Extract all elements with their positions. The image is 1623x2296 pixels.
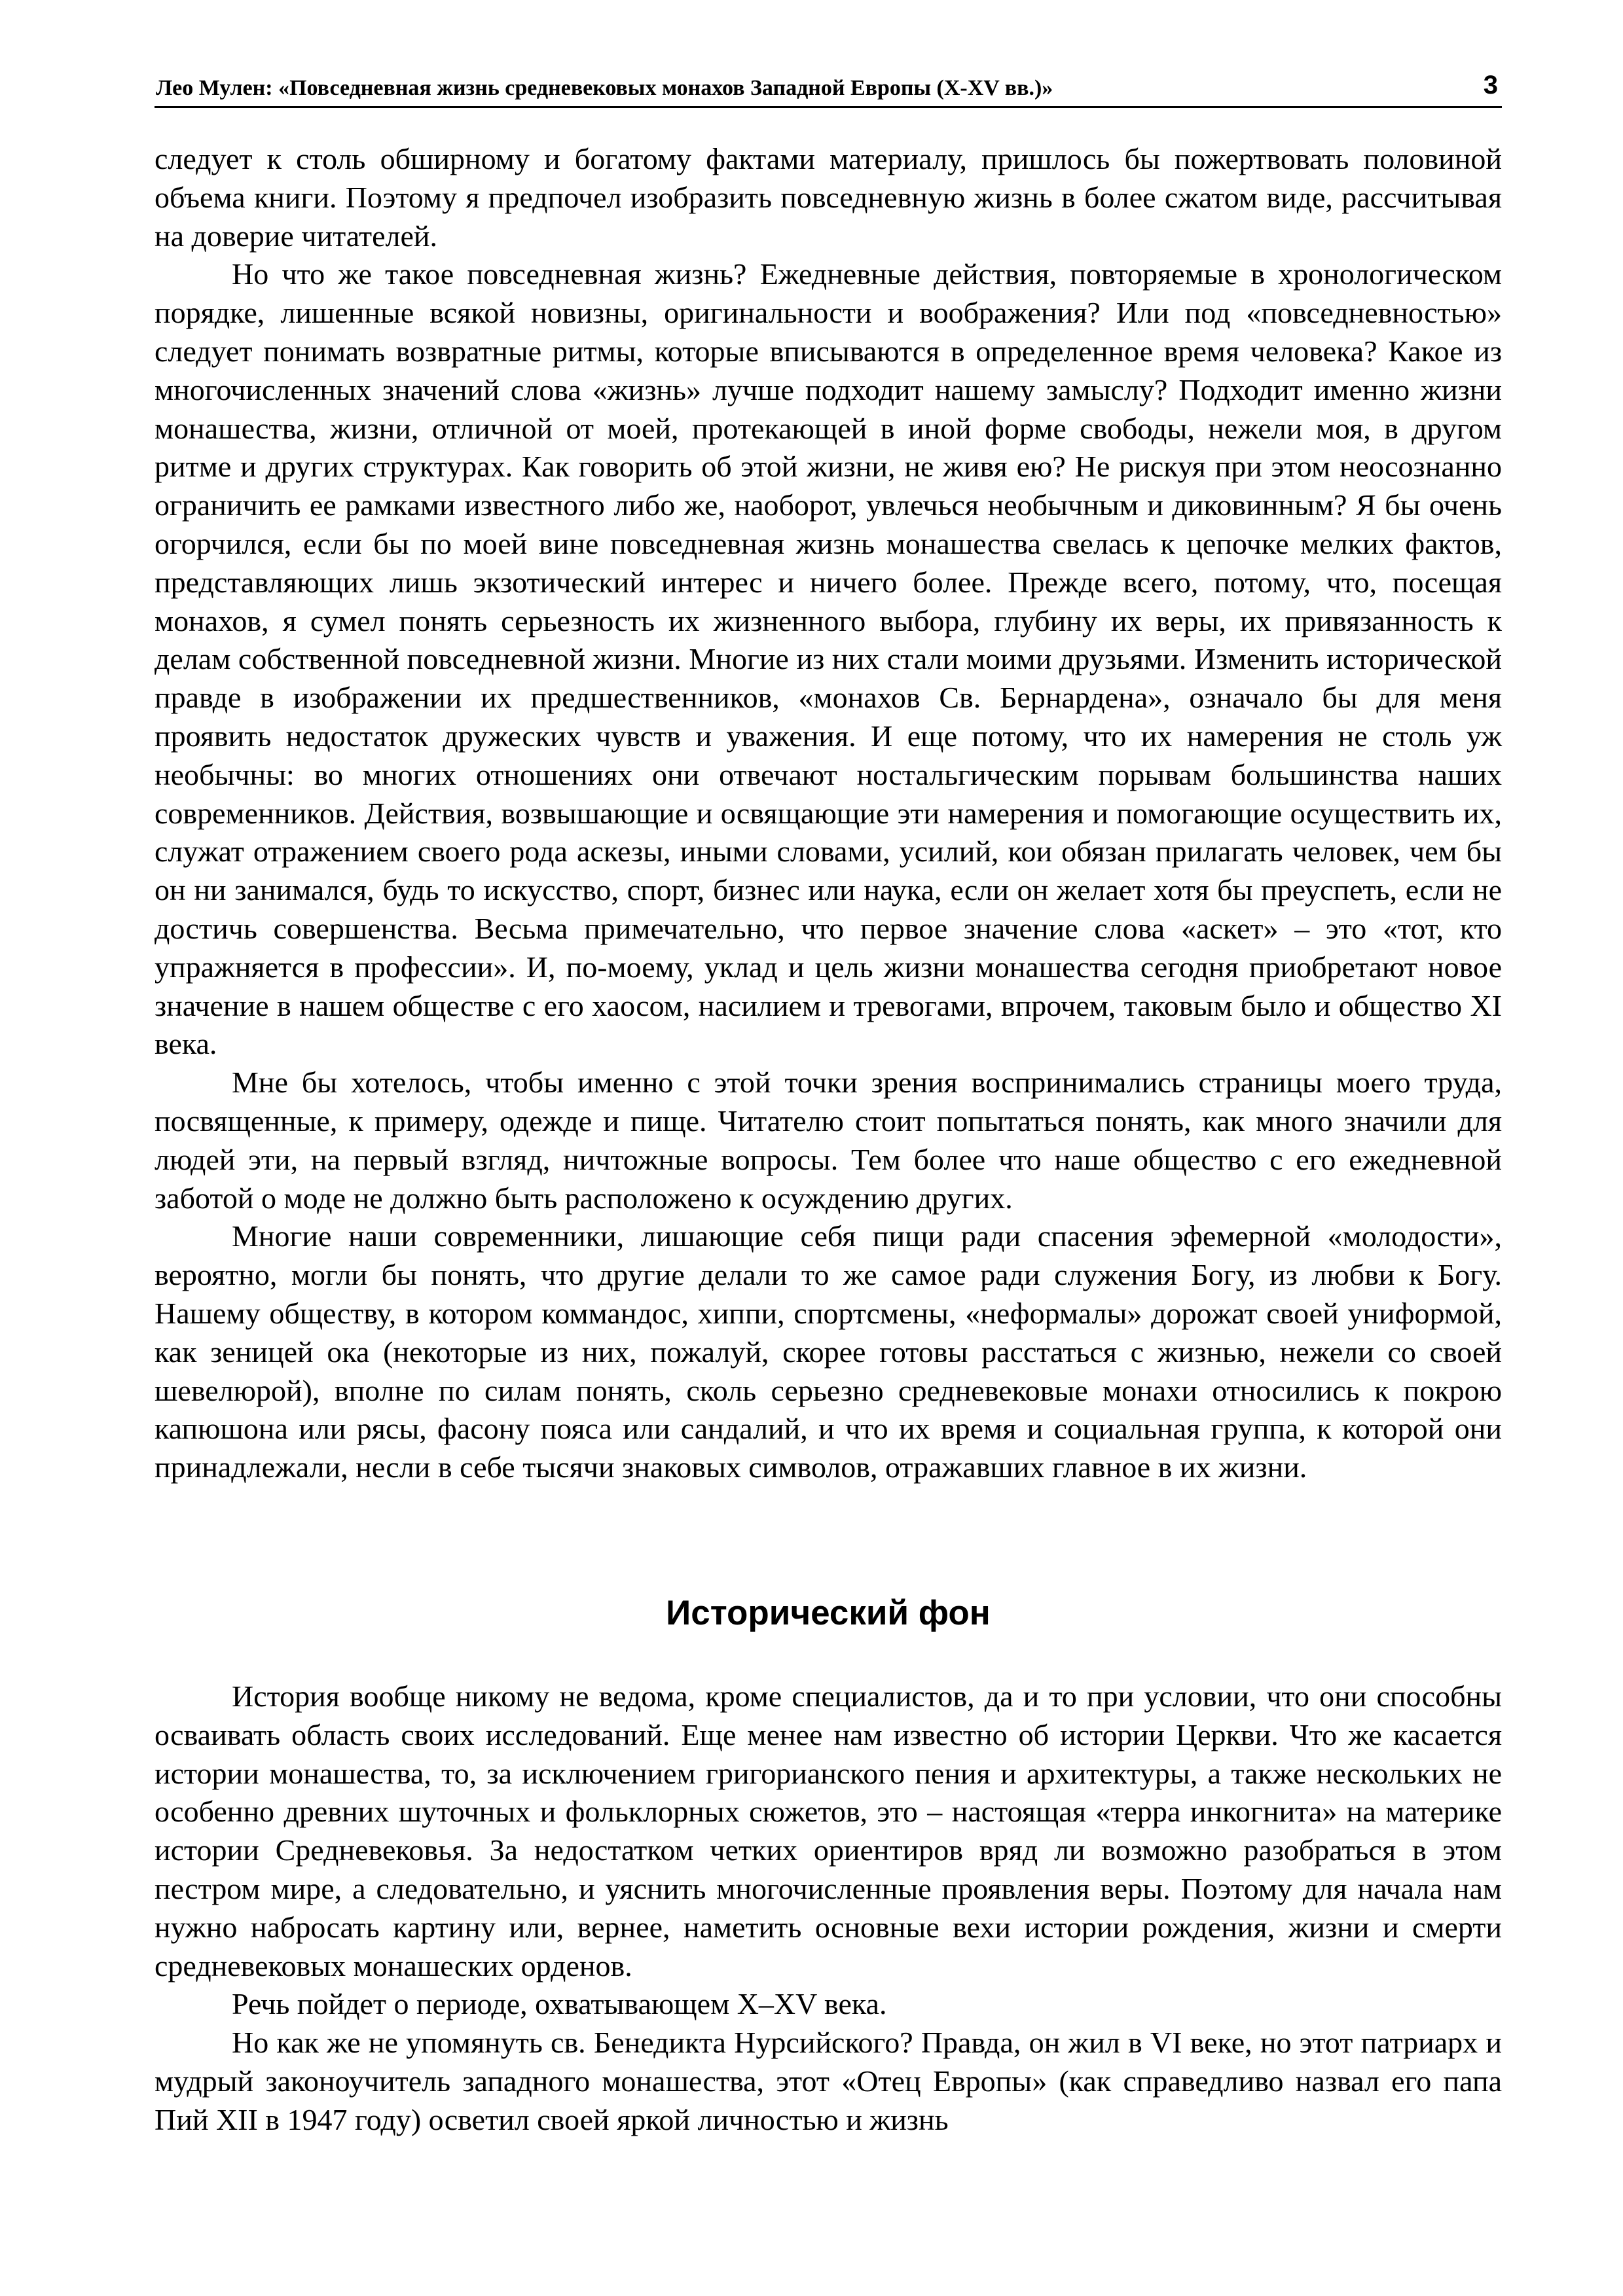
page-number: 3 — [1483, 71, 1498, 99]
body-section-historical-background — [155, 1677, 1502, 2140]
paragraph: Но как же не упомянуть св. Бенедикта Нурсийского? Правда, он жил в VI веке, но этот патриарх и мудрый законоучитель западного монашества, этот «Отец Европы» (как справедливо назвал его папа Пий XII в 1947 году) осветил своей яркой личностью и жизнь — [155, 2026, 1502, 2136]
section-heading: Исторический фон — [666, 1594, 991, 1632]
paragraph: следует к столь обширному и богатому фактами материалу, пришлось бы пожертвовать половиной объема книги. Поэтому я предпочел изобразить повседневную жизнь в более сжатом виде, рассчитывая на доверие читателей. — [155, 142, 1502, 253]
body-section-intro — [155, 140, 1502, 1487]
paragraph: Но что же такое повседневная жизнь? Ежедневные действия, повторяемые в хронологическом порядке, лишенные всякой новизны, оригинальности и воображения? Или под «повседневностью» следует понимать возвратные ритмы, которые вписываются в определенное время человека? Какое из многочисленных значений слова «жизнь» лучше подходит нашему замыслу? Подходит именно жизни монашества, жизни, отличной от моей, протекающей в иной форме свободы, нежели моя, в другом ритме и других структурах. Как говорить об этой жизни, не живя ею? Не рискуя при этом неосознанно ограничить ее рамками известного либо же, наоборот, увлечься необычным и диковинным? Я бы очень огорчился, если бы по моей вине повседневная жизнь монашества свелась к цепочке мелких фактов, представляющих лишь экзотический интерес и ничего более. Прежде всего, потому, что, посещая монахов, я сумел понять серьезность их жизненного выбора, глубину их веры, их привязанность к делам собственной повседневной жизни. Многие из них стали моими друзьями. Изменить исторической правде в изображении их предшественников, «монахов Св. Бернардена», означало бы для меня проявить недостаток дружеских чувств и уважения. И еще потому, что их намерения не столь уж необычны: во многих отношениях они отвечают ностальгическим порывам большинства наших современников. Действия, возвышающие и освящающие эти намерения и помогающие осуществить их, служат отражением своего рода аскезы, иными словами, усилий, кои обязан прилагать человек, чем бы он ни занимался, будь то искусство, спорт, бизнес или наука, если он желает хотя бы преуспеть, если не достичь совершенства. Весьма примечательно, что первое значение слова «аскет» – это «тот, кто упражняется в профессии». И, по-моему, уклад и цель жизни монашества сегодня приобретают новое значение в нашем обществе с его хаосом, насилием и тревогами, впрочем, таковым было и общество XI века. — [155, 257, 1502, 1061]
paragraph: Мне бы хотелось, чтобы именно с этой точки зрения воспринимались страницы моего труда, посвященные, к примеру, одежде и пище. Читателю стоит попытаться понять, как много значили для людей эти, на первый взгляд, ничтожные вопросы. Тем более что наше общество с его ежедневной заботой о моде не должно быть расположено к осуждению других. — [155, 1066, 1502, 1215]
running-header — [155, 69, 1502, 108]
paragraph: Многие наши современники, лишающие себя пищи ради спасения эфемерной «молодости», вероятно, могли бы понять, что другие делали то же самое ради служения Богу, из любви к Богу. Нашему обществу, в котором коммандос, хиппи, спортсмены, «неформалы» дорожат своей униформой, как зеницей ока (некоторые из них, пожалуй, скорее готовы расстаться с жизнью, нежели со своей шевелюрой), вполне по силам понять, сколь серьезно средневековые монахи относились к покрою капюшона или рясы, фасону пояса или сандалий, и что их время и социальная группа, к которой они принадлежали, несли в себе тысячи знаковых символов, отражавших главное в их жизни. — [155, 1219, 1502, 1484]
header-title: Лео Мулен: «Повседневная жизнь средневековых монахов Западной Европы (X-XV вв.)» — [156, 76, 1053, 100]
paragraph: Речь пойдет о периоде, охватывающем X–XV века. — [232, 1987, 887, 2021]
paragraph: История вообще никому не ведома, кроме специалистов, да и то при условии, что они способны осваивать область своих исследований. Еще менее нам известно об истории Церкви. Что же касается истории монашества, то, за исключением григорианского пения и архитектуры, а также нескольких не особенно древних шуточных и фольклорных сюжетов, это – настоящая «терра инкогнита» на материке истории Средневековья. За недостатком четких ориентиров вряд ли возможно разобраться в этом пестром мире, а следовательно, и уяснить многочисленные проявления веры. Поэтому для начала нам нужно набросать картину или, вернее, наметить основные вехи истории рождения, жизни и смерти средневековых монашеских орденов. — [155, 1679, 1502, 1982]
